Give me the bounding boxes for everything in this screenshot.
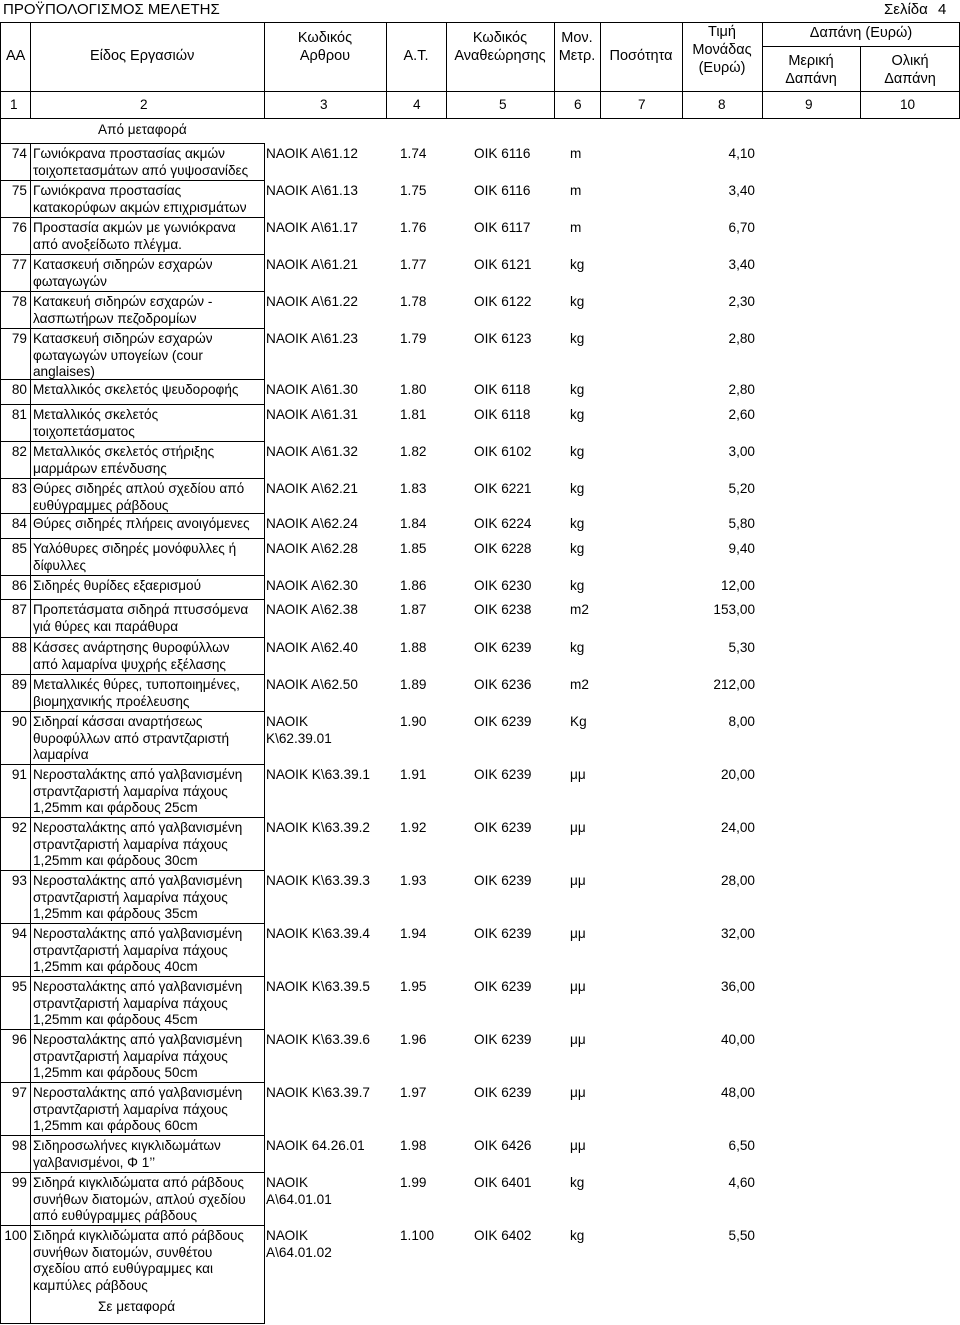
row-eidos: Θύρες σιδηρές πλήρεις ανοιγόμενες xyxy=(33,516,250,531)
row-eidos: Θύρες σιδηρές απλού σχεδίου από xyxy=(33,481,245,496)
title-bar xyxy=(0,0,960,22)
col-number: 5 xyxy=(499,97,507,112)
row-separator xyxy=(0,1082,265,1083)
row-eidos: στραντζαριστή λαμαρίνα πάχους xyxy=(33,783,228,799)
row-separator xyxy=(0,143,265,144)
row-aa: 99 xyxy=(11,1175,27,1190)
row-kodikos: ΝΑΟΙΚ xyxy=(266,1228,309,1243)
row-eidos: συνήθων διατομών, απλού σχεδίου xyxy=(33,1191,246,1207)
row-anath: ΟΙΚ 6118 xyxy=(474,407,531,422)
row-monada: kg xyxy=(570,331,585,346)
row-eidos: Μεταλλικός σκελετός ψευδοροφής xyxy=(33,382,239,397)
row-eidos: δίφυλλες xyxy=(33,557,87,573)
row-separator xyxy=(0,674,265,675)
row-kodikos: ΝΑΟΙΚ Κ\63.39.7 xyxy=(266,1085,370,1100)
col-at: Α.Τ. xyxy=(403,48,429,64)
row-separator xyxy=(0,441,265,442)
row-eidos: Σιδηραί κάσσαι αναρτήσεως xyxy=(33,714,203,729)
row-kodikos: ΝΑΟΙΚ Κ\63.39.6 xyxy=(266,1032,370,1047)
row-timi: 9,40 xyxy=(728,541,755,556)
row-timi: 28,00 xyxy=(720,873,755,888)
row-eidos: anglaises) xyxy=(33,364,95,379)
row-aa: 86 xyxy=(11,578,27,593)
row-separator xyxy=(0,478,265,479)
col-monada-1: Μον. xyxy=(561,30,593,46)
row-separator xyxy=(0,711,265,712)
row-separator xyxy=(0,923,265,924)
row-timi: 4,60 xyxy=(728,1175,755,1190)
row-eidos: 1,25mm και φάρδους 35cm xyxy=(33,906,198,921)
row-eidos: Σιδηρά κιγκλιδώματα από ράβδους xyxy=(33,1228,244,1243)
row-aa: 94 xyxy=(11,926,27,941)
row-eidos: Μεταλλικός σκελετός xyxy=(33,407,159,422)
row-kodikos: ΝΑΟΙΚ Α\61.21 xyxy=(266,257,358,272)
row-aa: 96 xyxy=(11,1032,27,1047)
row-anath: ΟΙΚ 6239 xyxy=(474,926,532,941)
row-eidos: Σιδηροσωλήνες κιγκλιδωμάτων xyxy=(33,1138,221,1153)
row-timi: 24,00 xyxy=(720,820,755,835)
row-kodikos: ΝΑΟΙΚ Α\62.40 xyxy=(266,640,358,655)
row-kodikos: ΝΑΟΙΚ Α\62.21 xyxy=(266,481,358,496)
row-timi: 36,00 xyxy=(720,979,755,994)
row-anath: ΟΙΚ 6116 xyxy=(474,146,531,161)
row-monada: kg xyxy=(570,481,585,496)
row-aa: 81 xyxy=(11,407,27,422)
row-at: 1.79 xyxy=(400,331,427,346)
row-eidos: φωταγωγών υπογείων (cour xyxy=(33,347,203,363)
row-kodikos: ΝΑΟΙΚ Α\61.32 xyxy=(266,444,358,459)
row-timi: 2,80 xyxy=(728,331,755,346)
col-number: 2 xyxy=(140,97,148,112)
row-at: 1.76 xyxy=(400,220,427,235)
row-at: 1.82 xyxy=(400,444,427,459)
row-timi: 5,80 xyxy=(728,516,755,531)
row-eidos: 1,25mm και φάρδους 25cm xyxy=(33,800,198,815)
page-number: 4 xyxy=(938,1,947,18)
row-aa: 93 xyxy=(11,873,27,888)
col-posotita: Ποσότητα xyxy=(609,48,673,64)
row-at: 1.91 xyxy=(400,767,427,782)
row-aa: 82 xyxy=(11,444,27,459)
row-aa: 84 xyxy=(11,516,27,531)
row-eidos: λασπωτήρων πεζοδρομίων xyxy=(33,310,197,326)
row-separator xyxy=(0,575,265,576)
row-eidos: φωταγωγών xyxy=(33,273,107,289)
col-meriki-1: Μερική xyxy=(788,53,834,69)
row-eidos: Νεροσταλάκτης από γαλβανισμένη xyxy=(33,873,243,888)
row-monada: kg xyxy=(570,516,585,531)
row-kodikos: ΝΑΟΙΚ Α\62.30 xyxy=(266,578,358,593)
row-eidos: Νεροσταλάκτης από γαλβανισμένη xyxy=(33,767,243,782)
row-aa: 91 xyxy=(11,767,27,782)
col-kodikos-arthrou-1: Κωδικός xyxy=(297,30,353,46)
row-separator xyxy=(0,599,265,600)
row-aa: 77 xyxy=(11,257,27,272)
col-number: 8 xyxy=(718,97,726,112)
row-anath: ΟΙΚ 6122 xyxy=(474,294,532,309)
row-anath: ΟΙΚ 6239 xyxy=(474,767,532,782)
row-eidos: λαμαρίνα xyxy=(33,747,89,762)
table-border xyxy=(264,143,265,1323)
row-kodikos: ΝΑΟΙΚ xyxy=(266,1175,309,1190)
row-aa: 79 xyxy=(11,331,27,346)
row-aa: 85 xyxy=(11,541,27,556)
row-timi: 5,30 xyxy=(728,640,755,655)
row-anath: ΟΙΚ 6239 xyxy=(474,873,532,888)
row-timi: 40,00 xyxy=(720,1032,755,1047)
row-anath: ΟΙΚ 6239 xyxy=(474,1085,532,1100)
col-meriki-2: Δαπάνη xyxy=(785,71,837,87)
row-timi: 5,50 xyxy=(728,1228,755,1243)
col-kodikos-arthrou-2: Αρθρου xyxy=(299,48,351,64)
row-eidos: στραντζαριστή λαμαρίνα πάχους xyxy=(33,889,228,905)
row-separator xyxy=(0,538,265,539)
row-anath: ΟΙΚ 6224 xyxy=(474,516,532,531)
row-at: 1.88 xyxy=(400,640,427,655)
row-monada: m2 xyxy=(570,677,589,692)
row-at: 1.77 xyxy=(400,257,427,272)
row-monada: μμ xyxy=(570,1032,586,1047)
col-oliki-1: Ολική xyxy=(891,53,929,69)
row-eidos: Γωνιόκρανα προστασίας ακμών xyxy=(33,146,225,161)
row-eidos: Μεταλλικές θύρες, τυποποιημένες, xyxy=(33,677,240,692)
row-eidos: στραντζαριστή λαμαρίνα πάχους xyxy=(33,1048,228,1064)
row-at: 1.99 xyxy=(400,1175,427,1190)
row-monada: kg xyxy=(570,444,585,459)
row-timi: 2,30 xyxy=(728,294,755,309)
row-aa: 76 xyxy=(11,220,27,235)
row-timi: 212,00 xyxy=(713,677,755,692)
row-monada: μμ xyxy=(570,1085,586,1100)
row-aa: 80 xyxy=(11,382,27,397)
row-at: 1.92 xyxy=(400,820,427,835)
row-at: 1.90 xyxy=(400,714,427,729)
row-separator xyxy=(0,217,265,218)
row-monada: μμ xyxy=(570,1138,586,1153)
row-separator xyxy=(0,404,265,405)
row-kodikos: ΝΑΟΙΚ Α\62.28 xyxy=(266,541,358,556)
row-separator xyxy=(0,328,265,329)
row-kodikos: Α\64.01.02 xyxy=(266,1244,332,1260)
row-monada: m xyxy=(570,183,582,198)
row-eidos: στραντζαριστή λαμαρίνα πάχους xyxy=(33,836,228,852)
row-eidos: 1,25mm και φάρδους 50cm xyxy=(33,1065,198,1080)
row-monada: μμ xyxy=(570,820,586,835)
row-eidos: Νεροσταλάκτης από γαλβανισμένη xyxy=(33,979,243,994)
row-aa: 88 xyxy=(11,640,27,655)
row-anath: ΟΙΚ 6116 xyxy=(474,183,531,198)
row-monada: kg xyxy=(570,578,585,593)
row-anath: ΟΙΚ 6239 xyxy=(474,979,532,994)
row-timi: 3,00 xyxy=(728,444,755,459)
row-kodikos: ΝΑΟΙΚ Α\61.13 xyxy=(266,183,358,198)
row-at: 1.78 xyxy=(400,294,427,309)
row-kodikos: ΝΑΟΙΚ Κ\63.39.4 xyxy=(266,926,370,941)
row-at: 1.84 xyxy=(400,516,427,531)
row-kodikos: ΝΑΟΙΚ Α\62.50 xyxy=(266,677,358,692)
row-eidos: τοιχοπετάσματος xyxy=(33,423,135,439)
row-timi: 4,10 xyxy=(728,146,755,161)
row-at: 1.100 xyxy=(400,1228,435,1243)
row-eidos: από λαμαρίνα ψυχρής εξέλασης xyxy=(33,656,226,672)
row-eidos: από ευθύγραμμες ράβδους xyxy=(33,1208,198,1223)
row-monada: kg xyxy=(570,1175,585,1190)
row-eidos: Κάσσες ανάρτησης θυροφύλλων xyxy=(33,640,230,655)
row-kodikos: Α\64.01.01 xyxy=(266,1191,332,1207)
row-at: 1.83 xyxy=(400,481,427,496)
row-timi: 12,00 xyxy=(720,578,755,593)
col-number: 6 xyxy=(574,97,582,112)
row-separator xyxy=(0,1172,265,1173)
row-timi: 32,00 xyxy=(720,926,755,941)
row-kodikos: Κ\62.39.01 xyxy=(266,730,332,746)
row-separator xyxy=(0,817,265,818)
row-eidos: Κατασκευή σιδηρών εσχαρών xyxy=(33,331,213,346)
row-anath: ΟΙΚ 6239 xyxy=(474,820,532,835)
row-anath: ΟΙΚ 6228 xyxy=(474,541,532,556)
page-label: Σελίδα xyxy=(884,1,928,18)
row-anath: ΟΙΚ 6117 xyxy=(474,220,531,235)
col-eidos: Είδος Εργασιών xyxy=(90,48,195,64)
row-eidos: Νεροσταλάκτης από γαλβανισμένη xyxy=(33,1085,243,1100)
col-number: 4 xyxy=(413,97,421,112)
row-at: 1.97 xyxy=(400,1085,427,1100)
row-separator xyxy=(0,379,265,380)
col-kodikos-anath-2: Αναθεώρησης xyxy=(454,48,546,64)
row-kodikos: ΝΑΟΙΚ Α\61.12 xyxy=(266,146,358,161)
row-separator xyxy=(0,976,265,977)
col-number: 10 xyxy=(900,97,916,112)
row-monada: μμ xyxy=(570,767,586,782)
col-timi-2: Μονάδας xyxy=(692,42,752,58)
row-monada: kg xyxy=(570,382,585,397)
row-eidos: 1,25mm και φάρδους 60cm xyxy=(33,1118,198,1133)
row-anath: ΟΙΚ 6230 xyxy=(474,578,532,593)
row-monada: kg xyxy=(570,541,585,556)
table-border xyxy=(0,1323,265,1324)
row-anath: ΟΙΚ 6426 xyxy=(474,1138,532,1153)
row-eidos: Κατακευή σιδηρών εσχαρών - xyxy=(33,294,213,309)
row-monada: kg xyxy=(570,1228,585,1243)
row-kodikos: ΝΑΟΙΚ Α\61.17 xyxy=(266,220,358,235)
row-aa: 95 xyxy=(11,979,27,994)
row-anath: ΟΙΚ 6102 xyxy=(474,444,532,459)
row-kodikos: ΝΑΟΙΚ Κ\63.39.2 xyxy=(266,820,370,835)
row-eidos: Κατασκευή σιδηρών εσχαρών xyxy=(33,257,213,272)
row-aa: 92 xyxy=(11,820,27,835)
row-at: 1.85 xyxy=(400,541,427,556)
row-monada: m xyxy=(570,220,582,235)
row-eidos: συνήθων διατομών, συνθέτου xyxy=(33,1244,213,1260)
row-at: 1.94 xyxy=(400,926,427,941)
row-at: 1.87 xyxy=(400,602,427,617)
row-anath: ΟΙΚ 6121 xyxy=(474,257,532,272)
row-at: 1.96 xyxy=(400,1032,427,1047)
row-anath: ΟΙΚ 6118 xyxy=(474,382,531,397)
carry-out-label: Σε μεταφορά xyxy=(98,1299,176,1314)
row-eidos: σχεδίου από ευθύγραμμες και xyxy=(33,1261,213,1276)
row-timi: 48,00 xyxy=(720,1085,755,1100)
col-number: 7 xyxy=(638,97,646,112)
row-eidos: 1,25mm και φάρδους 45cm xyxy=(33,1012,198,1027)
row-anath: ΟΙΚ 6123 xyxy=(474,331,532,346)
row-eidos: κατακορύφων ακμών επιχρισμάτων xyxy=(33,199,247,215)
row-aa: 75 xyxy=(11,183,27,198)
row-monada: kg xyxy=(570,640,585,655)
row-separator xyxy=(0,637,265,638)
row-kodikos: ΝΑΟΙΚ Α\61.22 xyxy=(266,294,358,309)
row-timi: 5,20 xyxy=(728,481,755,496)
row-aa: 100 xyxy=(4,1228,27,1243)
row-kodikos: ΝΑΟΙΚ Α\62.38 xyxy=(266,602,358,617)
row-monada: μμ xyxy=(570,979,586,994)
row-anath: ΟΙΚ 6239 xyxy=(474,1032,532,1047)
row-at: 1.80 xyxy=(400,382,427,397)
row-eidos: στραντζαριστή λαμαρίνα πάχους xyxy=(33,942,228,958)
row-timi: 2,60 xyxy=(728,407,755,422)
row-separator xyxy=(0,870,265,871)
row-eidos: Νεροσταλάκτης από γαλβανισμένη xyxy=(33,1032,243,1047)
row-eidos: καμπύλες ράβδους xyxy=(33,1277,148,1293)
row-monada: Kg xyxy=(570,714,587,729)
row-kodikos: ΝΑΟΙΚ Α\61.30 xyxy=(266,382,358,397)
row-separator xyxy=(0,1029,265,1030)
row-eidos: 1,25mm και φάρδους 30cm xyxy=(33,853,198,868)
row-eidos: από ανοξείδωτο πλέγμα. xyxy=(33,236,182,252)
col-number: 9 xyxy=(805,97,813,112)
row-eidos: Νεροσταλάκτης από γαλβανισμένη xyxy=(33,820,243,835)
row-at: 1.74 xyxy=(400,146,427,161)
row-monada: kg xyxy=(570,294,585,309)
row-separator xyxy=(0,1225,265,1226)
row-at: 1.75 xyxy=(400,183,427,198)
row-timi: 3,40 xyxy=(728,257,755,272)
col-timi-3: (Ευρώ) xyxy=(698,60,746,76)
row-eidos: 1,25mm και φάρδους 40cm xyxy=(33,959,198,974)
row-kodikos: ΝΑΟΙΚ xyxy=(266,714,309,729)
row-kodikos: ΝΑΟΙΚ Κ\63.39.5 xyxy=(266,979,370,994)
row-at: 1.93 xyxy=(400,873,427,888)
row-eidos: θυροφύλλων από στραντζαριστή xyxy=(33,730,230,746)
row-kodikos: ΝΑΟΙΚ Κ\63.39.3 xyxy=(266,873,370,888)
row-at: 1.89 xyxy=(400,677,427,692)
row-timi: 8,00 xyxy=(728,714,755,729)
row-aa: 97 xyxy=(11,1085,27,1100)
col-aa: ΑΑ xyxy=(6,48,26,64)
row-separator xyxy=(0,291,265,292)
row-monada: μμ xyxy=(570,873,586,888)
row-timi: 6,70 xyxy=(728,220,755,235)
row-monada: kg xyxy=(570,407,585,422)
row-eidos: γιά θύρες και παράθυρα xyxy=(33,618,179,634)
row-eidos: τοιχοπετασμάτων από γυψοσανίδες xyxy=(33,162,249,178)
carry-in-label: Από μεταφορά xyxy=(98,122,187,137)
page-title: ΠΡΟΫΠΟΛΟΓΙΣΜΟΣ ΜΕΛΕΤΗΣ xyxy=(3,1,220,18)
row-eidos: Προπετάσματα σιδηρά πτυσσόμενα xyxy=(33,602,249,617)
row-kodikos: ΝΑΟΙΚ Α\61.31 xyxy=(266,407,358,422)
row-timi: 6,50 xyxy=(728,1138,755,1153)
row-monada: μμ xyxy=(570,926,586,941)
row-aa: 74 xyxy=(11,146,27,161)
row-eidos: γαλβανισμένοι, Φ 1’’ xyxy=(33,1154,156,1170)
row-at: 1.98 xyxy=(400,1138,427,1153)
row-separator xyxy=(0,1135,265,1136)
row-at: 1.86 xyxy=(400,578,427,593)
row-anath: ΟΙΚ 6401 xyxy=(474,1175,532,1190)
row-eidos: στραντζαριστή λαμαρίνα πάχους xyxy=(33,1101,228,1117)
col-monada-2: Μετρ. xyxy=(558,48,596,64)
col-kodikos-anath-1: Κωδικός xyxy=(472,30,528,46)
row-eidos: Σιδηρά κιγκλιδώματα από ράβδους xyxy=(33,1175,244,1190)
col-oliki-2: Δαπάνη xyxy=(884,71,936,87)
row-separator xyxy=(0,180,265,181)
row-monada: m xyxy=(570,146,582,161)
row-eidos: Γωνιόκρανα προστασίας xyxy=(33,183,182,198)
row-kodikos: ΝΑΟΙΚ Κ\63.39.1 xyxy=(266,767,370,782)
row-kodikos: ΝΑΟΙΚ 64.26.01 xyxy=(266,1138,365,1153)
row-timi: 3,40 xyxy=(728,183,755,198)
row-anath: ΟΙΚ 6238 xyxy=(474,602,532,617)
row-separator xyxy=(0,513,265,514)
row-separator xyxy=(0,764,265,765)
row-at: 1.95 xyxy=(400,979,427,994)
row-aa: 87 xyxy=(11,602,27,617)
row-anath: ΟΙΚ 6402 xyxy=(474,1228,532,1243)
row-aa: 83 xyxy=(11,481,27,496)
row-timi: 20,00 xyxy=(720,767,755,782)
row-aa: 98 xyxy=(11,1138,27,1153)
row-eidos: Προστασία ακμών με γωνιόκρανα xyxy=(33,220,236,235)
row-aa: 78 xyxy=(11,294,27,309)
row-eidos: Υαλόθυρες σιδηρές μονόφυλλες ή xyxy=(33,541,237,556)
col-number: 1 xyxy=(10,97,18,112)
row-eidos: βιομηχανικής προέλευσης xyxy=(33,693,190,709)
row-eidos: ευθύγραμμες ράβδους xyxy=(33,497,169,513)
row-anath: ΟΙΚ 6236 xyxy=(474,677,532,692)
col-timi-1: Τιμή xyxy=(708,24,736,40)
row-anath: ΟΙΚ 6239 xyxy=(474,640,532,655)
row-eidos: Νεροσταλάκτης από γαλβανισμένη xyxy=(33,926,243,941)
table-header xyxy=(0,22,960,119)
row-anath: ΟΙΚ 6239 xyxy=(474,714,532,729)
row-timi: 2,80 xyxy=(728,382,755,397)
row-kodikos: ΝΑΟΙΚ Α\61.23 xyxy=(266,331,358,346)
row-eidos: Σιδηρές θυρίδες εξαερισμού xyxy=(33,578,202,593)
col-number: 3 xyxy=(320,97,328,112)
row-aa: 89 xyxy=(11,677,27,692)
row-timi: 153,00 xyxy=(713,602,755,617)
table-border xyxy=(30,143,31,1323)
col-dapani-group: Δαπάνη (Ευρώ) xyxy=(809,25,913,41)
row-eidos: μαρμάρων επένδυσης xyxy=(33,460,167,476)
row-aa: 90 xyxy=(11,714,27,729)
row-eidos: Μεταλλικός σκελετός στήριξης xyxy=(33,444,215,459)
row-separator xyxy=(0,254,265,255)
row-kodikos: ΝΑΟΙΚ Α\62.24 xyxy=(266,516,358,531)
row-anath: ΟΙΚ 6221 xyxy=(474,481,532,496)
row-at: 1.81 xyxy=(400,407,427,422)
row-monada: kg xyxy=(570,257,585,272)
row-monada: m2 xyxy=(570,602,589,617)
row-eidos: στραντζαριστή λαμαρίνα πάχους xyxy=(33,995,228,1011)
